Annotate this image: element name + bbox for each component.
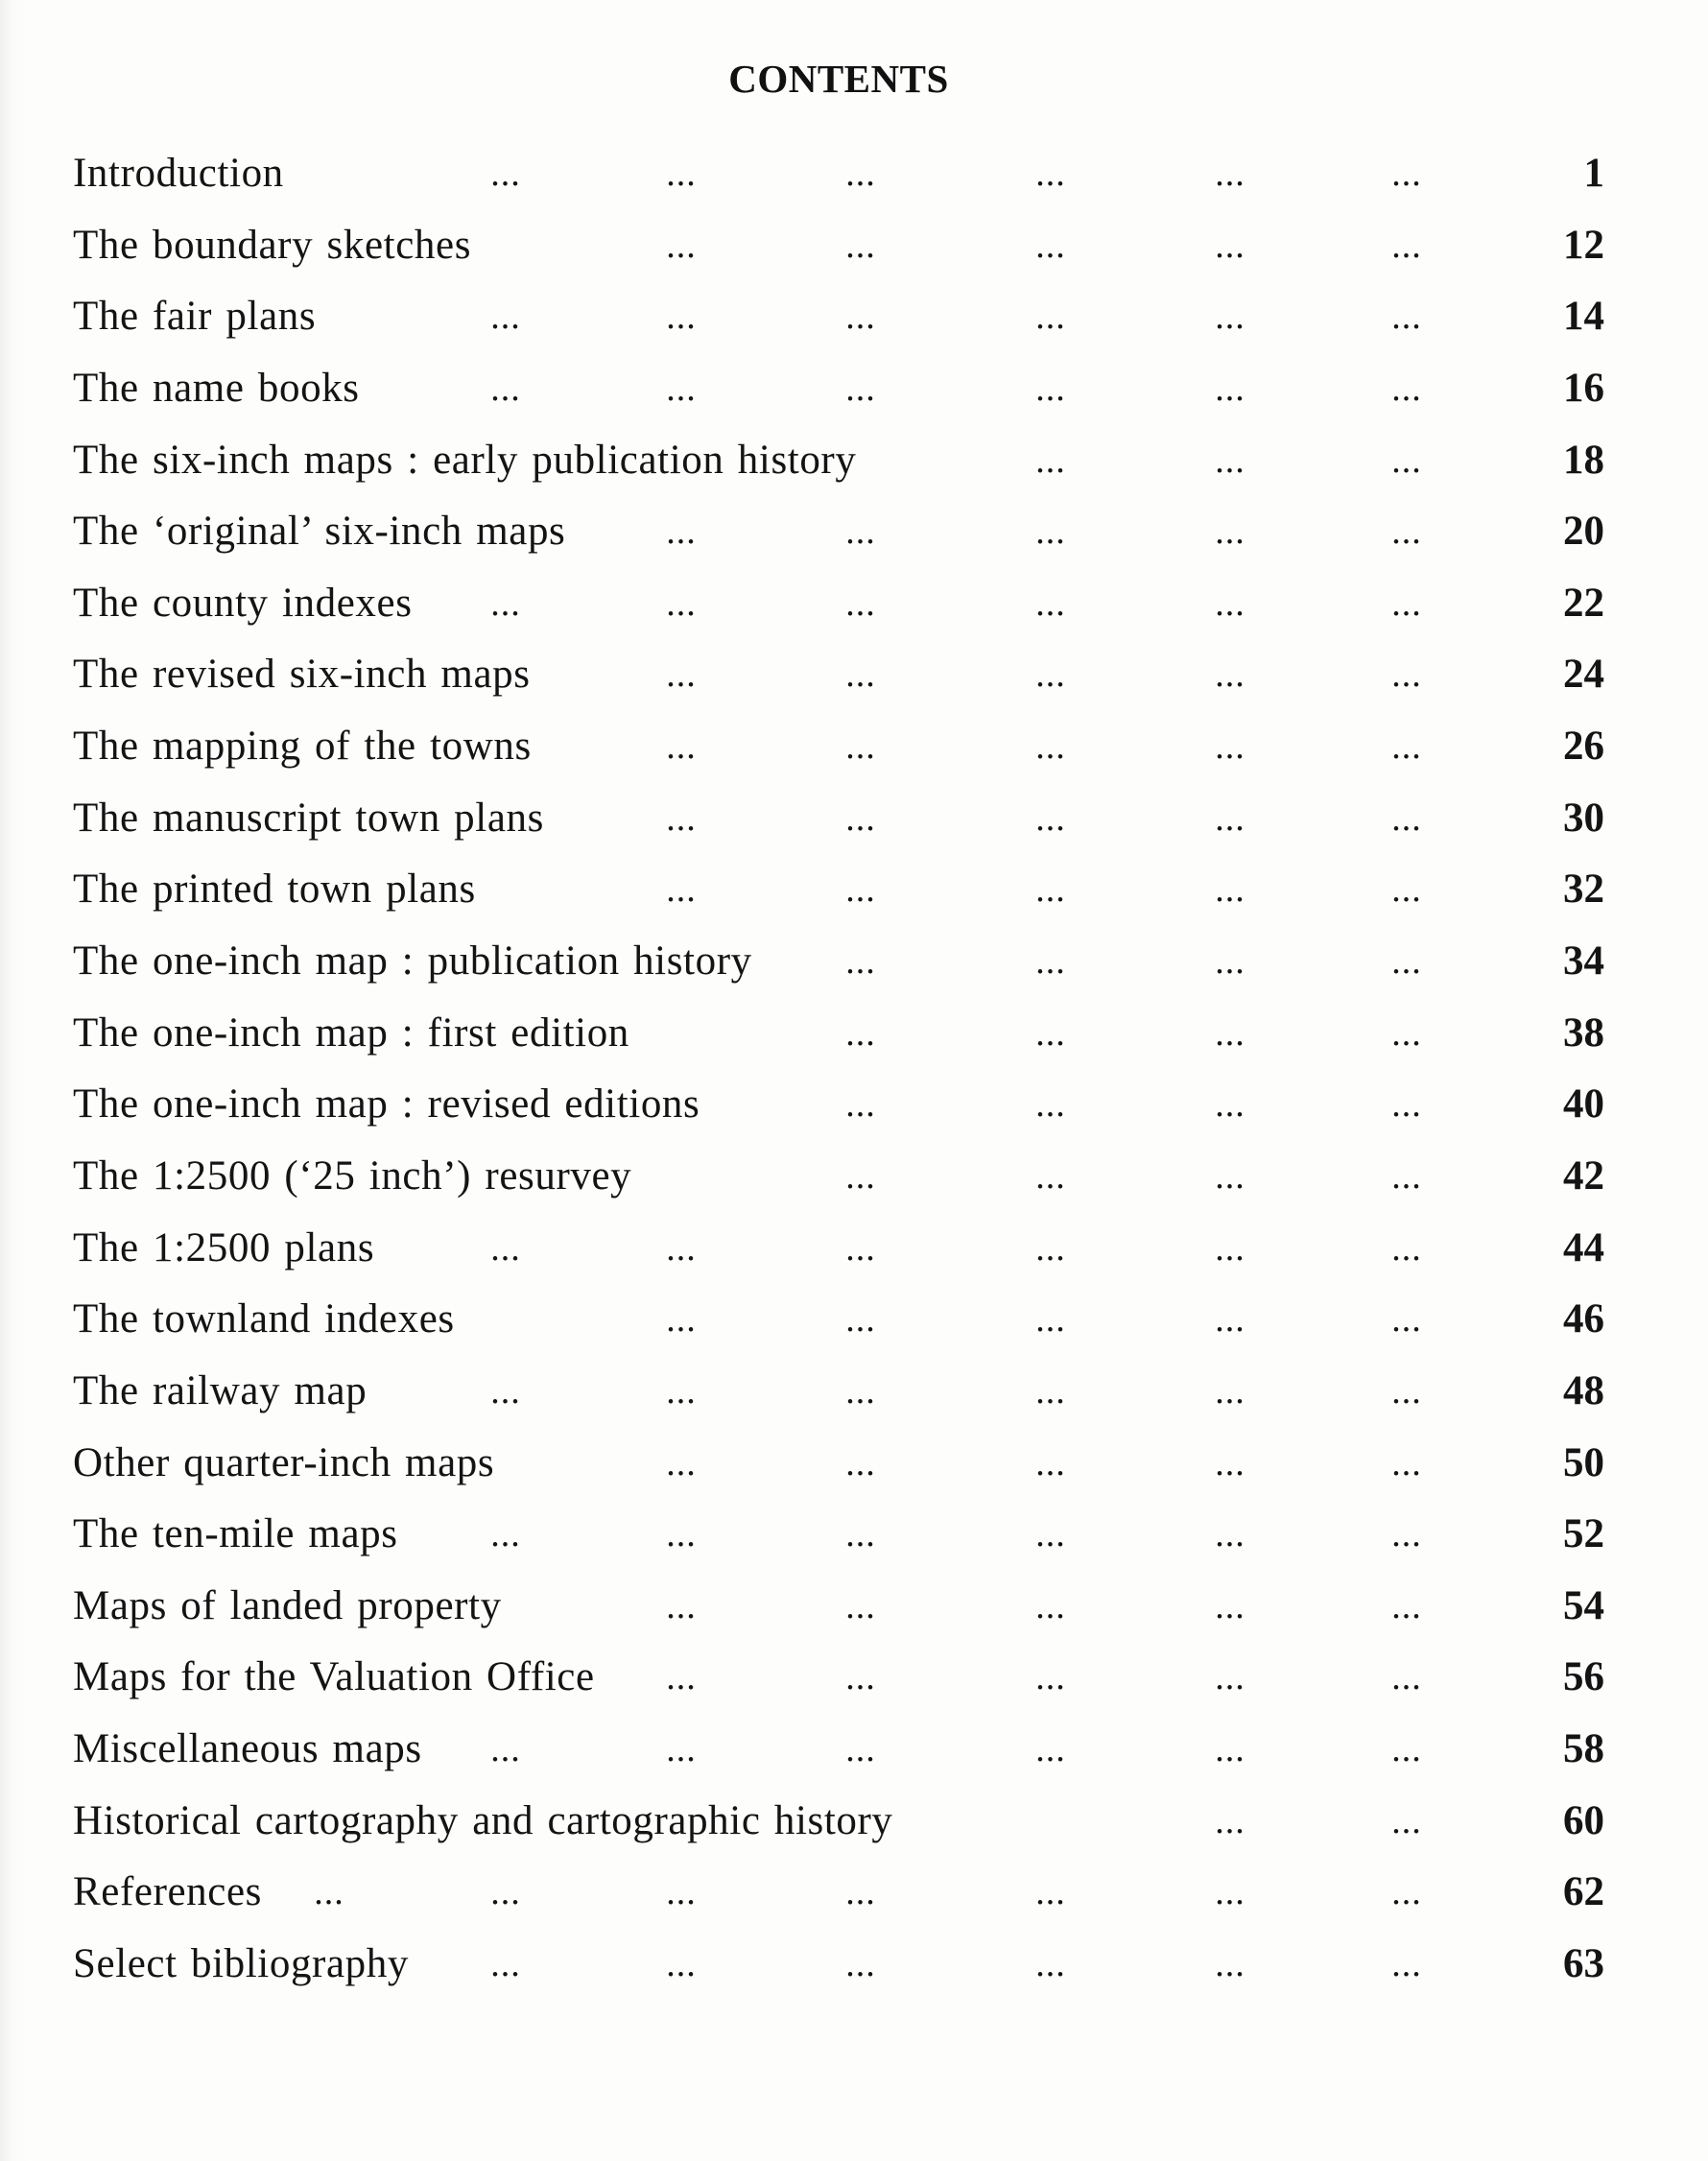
toc-entry-title: The name books bbox=[73, 365, 360, 411]
leader-dots: ... bbox=[666, 1944, 697, 1984]
toc-entry-title: The one-inch map : publication history bbox=[73, 938, 752, 985]
leader-dots: ... bbox=[1215, 1084, 1245, 1126]
toc-page-number: 40 bbox=[1563, 1081, 1604, 1128]
leader-dots: ... bbox=[845, 582, 876, 624]
leader-dots: ... bbox=[845, 797, 876, 839]
toc-page-number: 52 bbox=[1563, 1511, 1604, 1557]
leader-dots: ... bbox=[1215, 1155, 1245, 1197]
leader-dots: ... bbox=[1035, 1872, 1066, 1913]
leader-dots: ... bbox=[1035, 1299, 1066, 1341]
leader-dots: ... bbox=[666, 225, 697, 266]
leader-dots: ... bbox=[1391, 1729, 1422, 1770]
leader-dots: ... bbox=[1215, 1944, 1245, 1984]
leader-dots: ... bbox=[1035, 439, 1066, 481]
toc-page-number: 22 bbox=[1563, 580, 1604, 626]
toc-entry-title: Other quarter-inch maps bbox=[73, 1439, 495, 1485]
leader-dots: ... bbox=[845, 1227, 876, 1269]
leader-dots: ... bbox=[1391, 1944, 1422, 1984]
toc-page-number: 60 bbox=[1563, 1797, 1604, 1843]
leader-dots: ... bbox=[1035, 726, 1066, 768]
leader-dots: ... bbox=[1215, 154, 1245, 194]
leader-dots: ... bbox=[1035, 654, 1066, 696]
leader-dots: ... bbox=[1215, 1442, 1245, 1484]
leader-dots: ... bbox=[1215, 726, 1245, 768]
toc-page-number: 63 bbox=[1563, 1941, 1604, 1986]
leader-dots: ... bbox=[1391, 582, 1422, 624]
leader-dots: ... bbox=[1391, 439, 1422, 481]
toc-entry-title: The county indexes bbox=[73, 580, 413, 626]
leader-dots: ... bbox=[845, 1155, 876, 1197]
toc-page-number: 44 bbox=[1563, 1224, 1604, 1270]
toc-entry bbox=[0, 1510, 1708, 1568]
leader-dots: ... bbox=[1215, 368, 1245, 409]
leader-dots: ... bbox=[490, 1227, 521, 1269]
leader-dots: ... bbox=[1215, 941, 1245, 983]
leader-dots: ... bbox=[666, 654, 697, 696]
toc-page-number: 18 bbox=[1563, 437, 1604, 483]
leader-dots: ... bbox=[1215, 1012, 1245, 1054]
leader-dots: ... bbox=[1035, 1084, 1066, 1126]
leader-dots: ... bbox=[845, 1729, 876, 1770]
leader-dots: ... bbox=[1391, 1299, 1422, 1341]
toc-entry-title: The manuscript town plans bbox=[73, 795, 544, 841]
toc-entry bbox=[0, 1367, 1708, 1425]
leader-dots: ... bbox=[1391, 511, 1422, 553]
leader-dots: ... bbox=[1215, 511, 1245, 553]
leader-dots: ... bbox=[1391, 726, 1422, 768]
toc-entry bbox=[0, 222, 1708, 279]
leader-dots: ... bbox=[666, 582, 697, 624]
leader-dots: ... bbox=[845, 1514, 876, 1555]
leader-dots: ... bbox=[666, 797, 697, 839]
leader-dots: ... bbox=[1035, 797, 1066, 839]
leader-dots: ... bbox=[1035, 1514, 1066, 1555]
toc-entry bbox=[0, 1940, 1708, 1998]
leader-dots: ... bbox=[1215, 297, 1245, 338]
leader-dots: ... bbox=[1391, 154, 1422, 194]
leader-dots: ... bbox=[1391, 297, 1422, 338]
leader-dots: ... bbox=[845, 1370, 876, 1412]
leader-dots: ... bbox=[666, 1514, 697, 1555]
leader-dots: ... bbox=[1215, 1299, 1245, 1341]
leader-dots: ... bbox=[1391, 1084, 1422, 1126]
toc-page-number: 16 bbox=[1563, 365, 1604, 411]
leader-dots: ... bbox=[1035, 1585, 1066, 1627]
leader-dots: ... bbox=[1035, 869, 1066, 911]
toc-entry bbox=[0, 365, 1708, 422]
leader-dots: ... bbox=[1035, 1155, 1066, 1197]
leader-dots: ... bbox=[845, 941, 876, 983]
leader-dots: ... bbox=[1391, 1227, 1422, 1269]
toc-page-number: 38 bbox=[1563, 1009, 1604, 1056]
leader-dots: ... bbox=[845, 1084, 876, 1126]
leader-dots: ... bbox=[666, 368, 697, 409]
leader-dots: ... bbox=[1391, 654, 1422, 696]
leader-dots: ... bbox=[666, 1585, 697, 1627]
toc-entry bbox=[0, 1152, 1708, 1210]
toc-entry-title: References bbox=[73, 1869, 262, 1915]
toc-page-number: 24 bbox=[1563, 652, 1604, 698]
leader-dots: ... bbox=[1215, 797, 1245, 839]
toc-entry-title: Maps of landed property bbox=[73, 1582, 502, 1628]
toc-page-number: 32 bbox=[1563, 867, 1604, 913]
toc-entry-title: The ‘original’ six-inch maps bbox=[73, 509, 566, 555]
leader-dots: ... bbox=[845, 1442, 876, 1484]
toc-entry-title: Historical cartography and cartographic history bbox=[73, 1797, 893, 1843]
toc-entry bbox=[0, 1439, 1708, 1497]
leader-dots: ... bbox=[1215, 1729, 1245, 1770]
leader-dots: ... bbox=[1035, 1370, 1066, 1412]
leader-dots: ... bbox=[1391, 1012, 1422, 1054]
leader-dots: ... bbox=[1391, 797, 1422, 839]
toc-entry-title: Miscellaneous maps bbox=[73, 1726, 422, 1772]
toc-page-number: 58 bbox=[1563, 1726, 1604, 1772]
toc-page-number: 56 bbox=[1563, 1654, 1604, 1700]
toc-entry-title: The townland indexes bbox=[73, 1296, 455, 1342]
leader-dots: ... bbox=[490, 1370, 521, 1412]
toc-entry-title: The 1:2500 (‘25 inch’) resurvey bbox=[73, 1152, 632, 1199]
toc-entry bbox=[0, 938, 1708, 995]
toc-page-number: 46 bbox=[1563, 1296, 1604, 1342]
leader-dots: ... bbox=[845, 511, 876, 553]
toc-entry-title: The one-inch map : revised editions bbox=[73, 1081, 700, 1128]
leader-dots: ... bbox=[845, 1299, 876, 1341]
toc-entry-title: The mapping of the towns bbox=[73, 724, 532, 770]
leader-dots: ... bbox=[1391, 1514, 1422, 1555]
toc-entry-title: Maps for the Valuation Office bbox=[73, 1654, 595, 1700]
leader-dots: ... bbox=[1215, 1514, 1245, 1555]
toc-entry-title: The railway map bbox=[73, 1367, 368, 1413]
leader-dots: ... bbox=[666, 1442, 697, 1484]
leader-dots: ... bbox=[1215, 439, 1245, 481]
toc-entry bbox=[0, 508, 1708, 565]
leader-dots: ... bbox=[666, 154, 697, 194]
leader-dots: ... bbox=[1391, 225, 1422, 266]
toc-entry-title: The six-inch maps : early publication history bbox=[73, 437, 857, 483]
toc-entry bbox=[0, 293, 1708, 350]
toc-entry bbox=[0, 795, 1708, 852]
leader-dots: ... bbox=[666, 1657, 697, 1698]
leader-dots: ... bbox=[666, 1729, 697, 1770]
toc-page-number: 50 bbox=[1563, 1439, 1604, 1485]
leader-dots: ... bbox=[845, 368, 876, 409]
leader-dots: ... bbox=[1035, 1227, 1066, 1269]
leader-dots: ... bbox=[845, 297, 876, 338]
toc-entry bbox=[0, 150, 1708, 207]
leader-dots: ... bbox=[1035, 1944, 1066, 1984]
toc-entry-title: The fair plans bbox=[73, 294, 317, 340]
leader-dots: ... bbox=[666, 1227, 697, 1269]
toc-page-number: 62 bbox=[1563, 1869, 1604, 1915]
toc-entry-title: The revised six-inch maps bbox=[73, 652, 531, 698]
leader-dots: ... bbox=[1035, 297, 1066, 338]
leader-dots: ... bbox=[1035, 1657, 1066, 1698]
leader-dots: ... bbox=[845, 726, 876, 768]
leader-dots: ... bbox=[490, 368, 521, 409]
leader-dots: ... bbox=[1215, 1800, 1245, 1841]
toc-entry bbox=[0, 1582, 1708, 1640]
leader-dots: ... bbox=[1035, 941, 1066, 983]
leader-dots: ... bbox=[1215, 1370, 1245, 1412]
leader-dots: ... bbox=[1215, 869, 1245, 911]
toc-entry bbox=[0, 437, 1708, 494]
leader-dots: ... bbox=[490, 297, 521, 338]
leader-dots: ... bbox=[845, 1657, 876, 1698]
leader-dots: ... bbox=[1391, 941, 1422, 983]
leader-dots: ... bbox=[666, 1299, 697, 1341]
toc-entry bbox=[0, 1009, 1708, 1067]
toc-page-number: 20 bbox=[1563, 509, 1604, 555]
leader-dots: ... bbox=[490, 154, 521, 194]
leader-dots: ... bbox=[666, 297, 697, 338]
toc-entry-title: Introduction bbox=[73, 151, 284, 196]
toc-page-number: 26 bbox=[1563, 724, 1604, 770]
leader-dots: ... bbox=[1391, 1370, 1422, 1412]
leader-dots: ... bbox=[845, 1944, 876, 1984]
toc-entry-title: The one-inch map : first edition bbox=[73, 1009, 629, 1056]
leader-dots: ... bbox=[845, 1585, 876, 1627]
leader-dots: ... bbox=[1035, 1012, 1066, 1054]
toc-entry-title: The boundary sketches bbox=[73, 222, 472, 268]
leader-dots: ... bbox=[1035, 1442, 1066, 1484]
leader-dots: ... bbox=[666, 511, 697, 553]
toc-page-number: 42 bbox=[1563, 1152, 1604, 1199]
leader-dots: ... bbox=[1215, 1585, 1245, 1627]
toc-entry bbox=[0, 1295, 1708, 1353]
toc-entry bbox=[0, 1080, 1708, 1138]
leader-dots: ... bbox=[845, 225, 876, 266]
leader-dots: ... bbox=[1215, 1872, 1245, 1913]
toc-page-number: 14 bbox=[1563, 294, 1604, 340]
leader-dots: ... bbox=[1391, 1442, 1422, 1484]
leader-dots: ... bbox=[666, 1370, 697, 1412]
leader-dots: ... bbox=[1035, 511, 1066, 553]
leader-dots: ... bbox=[1391, 1800, 1422, 1841]
leader-dots: ... bbox=[1035, 1729, 1066, 1770]
toc-page-number: 30 bbox=[1563, 795, 1604, 841]
toc-entry bbox=[0, 723, 1708, 780]
toc-entry bbox=[0, 580, 1708, 637]
leader-dots: ... bbox=[1391, 368, 1422, 409]
toc-entry bbox=[0, 1224, 1708, 1282]
toc-entry-title: The ten-mile maps bbox=[73, 1511, 398, 1557]
toc-page-number: 12 bbox=[1563, 222, 1604, 268]
toc-page-number: 48 bbox=[1563, 1367, 1604, 1413]
leader-dots: ... bbox=[490, 582, 521, 624]
leader-dots: ... bbox=[1215, 1657, 1245, 1698]
toc-entry bbox=[0, 1725, 1708, 1783]
leader-dots: ... bbox=[1215, 225, 1245, 266]
leader-dots: ... bbox=[490, 1514, 521, 1555]
leader-dots: ... bbox=[1391, 1585, 1422, 1627]
toc-page-number: 1 bbox=[1583, 151, 1604, 196]
leader-dots: ... bbox=[490, 1944, 521, 1984]
leader-dots: ... bbox=[666, 1872, 697, 1913]
leader-dots: ... bbox=[1215, 654, 1245, 696]
contents-heading: CONTENTS bbox=[728, 57, 949, 101]
leader-dots: ... bbox=[666, 869, 697, 911]
leader-dots: ... bbox=[490, 1729, 521, 1770]
toc-entry-title: The printed town plans bbox=[73, 867, 476, 913]
toc-entry bbox=[0, 1653, 1708, 1711]
toc-entry-title: The 1:2500 plans bbox=[73, 1224, 375, 1270]
leader-dots: ... bbox=[1391, 1657, 1422, 1698]
leader-dots: ... bbox=[1215, 582, 1245, 624]
leader-dots: ... bbox=[1035, 225, 1066, 266]
leader-dots: ... bbox=[845, 654, 876, 696]
leader-dots: ... bbox=[1391, 1872, 1422, 1913]
leader-dots: ... bbox=[1391, 869, 1422, 911]
toc-entry-title: Select bibliography bbox=[73, 1941, 409, 1986]
leader-dots: ... bbox=[1391, 1155, 1422, 1197]
leader-dots: ... bbox=[666, 726, 697, 768]
leader-dots: ... bbox=[1035, 368, 1066, 409]
leader-dots: ... bbox=[314, 1872, 344, 1913]
toc-entry bbox=[0, 651, 1708, 708]
leader-dots: ... bbox=[845, 1012, 876, 1054]
leader-dots: ... bbox=[1035, 154, 1066, 194]
leader-dots: ... bbox=[845, 869, 876, 911]
leader-dots: ... bbox=[1215, 1227, 1245, 1269]
toc-page-number: 54 bbox=[1563, 1582, 1604, 1628]
toc-entry bbox=[0, 866, 1708, 923]
toc-page-number: 34 bbox=[1563, 938, 1604, 985]
leader-dots: ... bbox=[1035, 582, 1066, 624]
leader-dots: ... bbox=[845, 1872, 876, 1913]
toc-entry bbox=[0, 1797, 1708, 1855]
leader-dots: ... bbox=[490, 1872, 521, 1913]
toc-entry bbox=[0, 1868, 1708, 1926]
leader-dots: ... bbox=[845, 154, 876, 194]
